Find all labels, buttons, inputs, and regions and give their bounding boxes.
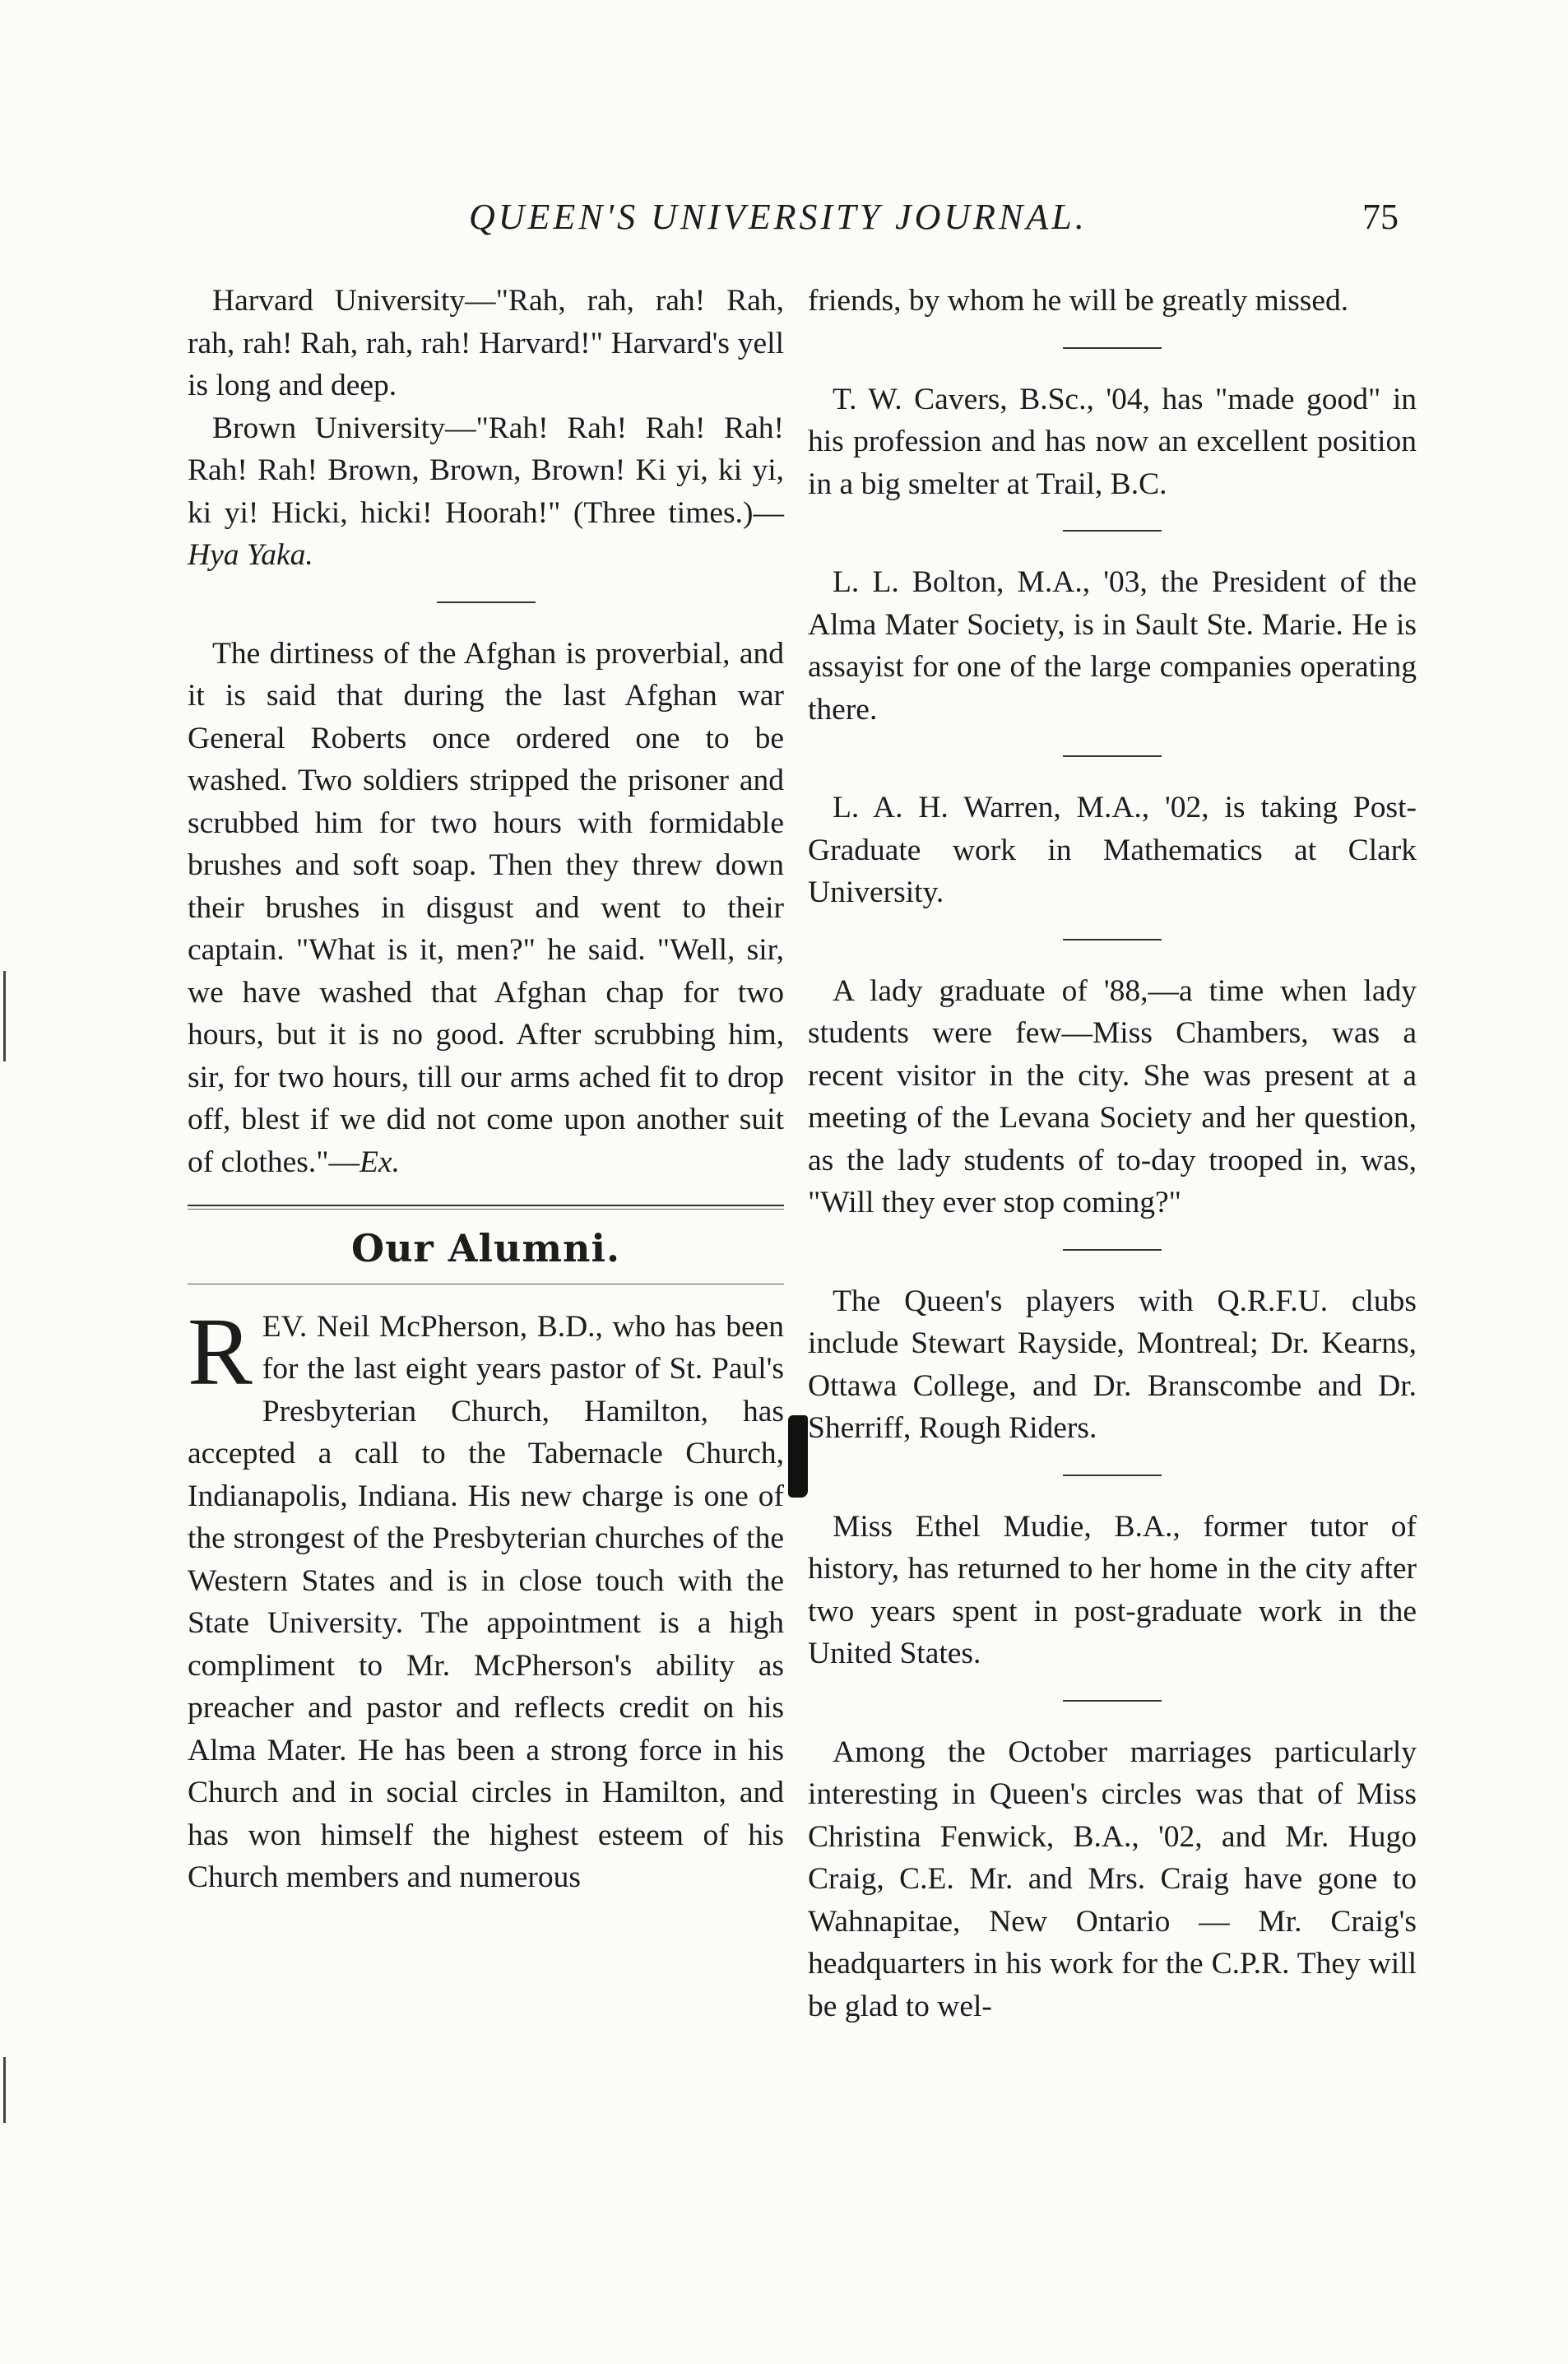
brown-yell-source: Hya Yaka. [188, 538, 313, 572]
warren-paragraph: L. A. H. Warren, M.A., '02, is taking Post-Graduate work in Mathematics at Clark University. [808, 791, 1417, 909]
right-column [808, 280, 1417, 2027]
journal-title: QUEEN'S UNIVERSITY JOURNAL. [469, 197, 1088, 237]
afghan-source: Ex. [360, 1145, 400, 1179]
section-title-our-alumni: Our Alumni. [351, 1226, 620, 1270]
divider [1063, 347, 1162, 349]
cavers-paragraph: T. W. Cavers, B.Sc., '04, has "made good" in his profession and has now an excellent position in a big smelter at Trail, B.C. [808, 382, 1417, 501]
afghan-paragraph [188, 633, 784, 1184]
scan-edge-mark [3, 2057, 6, 2123]
page-number: 75 [1362, 197, 1399, 237]
harvard-yell-paragraph: Harvard University—"Rah, rah, rah! Rah, rah, rah! Rah, rah, rah! Harvard!" Harvard's yell is long and deep. [188, 284, 784, 402]
brown-yell-paragraph [188, 407, 784, 577]
chambers-paragraph: A lady graduate of '88,—a time when lady students were few—Miss Chambers, was a recent visitor in the city. She was present at a meeting of the Levana Society and her question, as the lady students of to-day trooped in, was, "Will they ever stop coming?" [808, 973, 1417, 1219]
marriages-paragraph: Among the October marriages particularly interesting in Queen's circles was that of Miss Christina Fenwick, B.A., '02, and Mr. Hugo Craig, C.E. Mr. and Mrs. Craig have gone to Wahnapitae, New Ontario — Mr. Craig's headquarters in his work for the C.P.R. They will be glad to wel- [808, 1735, 1417, 2023]
divider [1063, 1700, 1162, 1702]
mcpherson-text: EV. Neil McPherson, B.D., who has been for the last eight years pastor of St. Paul's Presbyterian Church, Hamilton, has accepted a call to the Tabernacle Church, Indianapolis, Indiana. His new charge is one of the strongest of the Presbyterian churches of the Western States and is in close touch with the State University. The appointment is a high compliment to Mr. McPherson's ability as preacher and pastor and reflects credit on his Alma Mater. He has been a strong force in his Church and in social circles in Hamilton, and has won himself the highest esteem of his Church members and numerous [188, 1309, 784, 1894]
drop-cap: R [188, 1297, 253, 1405]
divider [1063, 755, 1162, 757]
divider [1063, 939, 1162, 940]
mcpherson-paragraph [188, 1297, 784, 1899]
brown-yell-text: Brown University—"Rah! Rah! Rah! Rah! Rah! Rah! Brown, Brown, Brown! Ki yi, ki yi, ki yi! Hicki, hicki! Hoorah!" (Three times.)— [188, 411, 784, 530]
ink-blot [788, 1415, 808, 1498]
divider [437, 601, 536, 603]
divider [1063, 530, 1162, 532]
scan-edge-mark [3, 971, 6, 1061]
continuation-paragraph: friends, by whom he will be greatly missed. [808, 284, 1349, 318]
section-divider [188, 1205, 784, 1210]
divider [1063, 1249, 1162, 1251]
divider [1063, 1475, 1162, 1476]
left-column [188, 280, 784, 1899]
bolton-paragraph: L. L. Bolton, M.A., '03, the President of the Alma Mater Society, is in Sault Ste. Marie. He is assayist for one of the large companies operating there. [808, 565, 1417, 727]
players-paragraph: The Queen's players with Q.R.F.U. clubs include Stewart Rayside, Montreal; Dr. Kearns, Ottawa College, and Dr. Branscombe and Dr. Sherriff, Rough Riders. [808, 1284, 1417, 1445]
page-header [181, 196, 1407, 253]
mudie-paragraph: Miss Ethel Mudie, B.A., former tutor of history, has returned to her home in the city after two years spent in post-graduate work in the United States. [808, 1509, 1417, 1670]
afghan-text: The dirtiness of the Afghan is proverbial, and it is said that during the last Afghan war General Roberts once ordered one to be washed. Two soldiers stripped the prisoner and scrubbed him for two hours with formidable brushes and soft soap. Then they threw down their brushes in disgust and went to their captain. "What is it, men?" he said. "Well, sir, we have washed that Afghan chap for two hours, but it is no good. After scrubbing him, sir, for two hours, till our arms ached fit to drop off, blest if we did not come upon another suit of clothes."— [188, 636, 784, 1179]
